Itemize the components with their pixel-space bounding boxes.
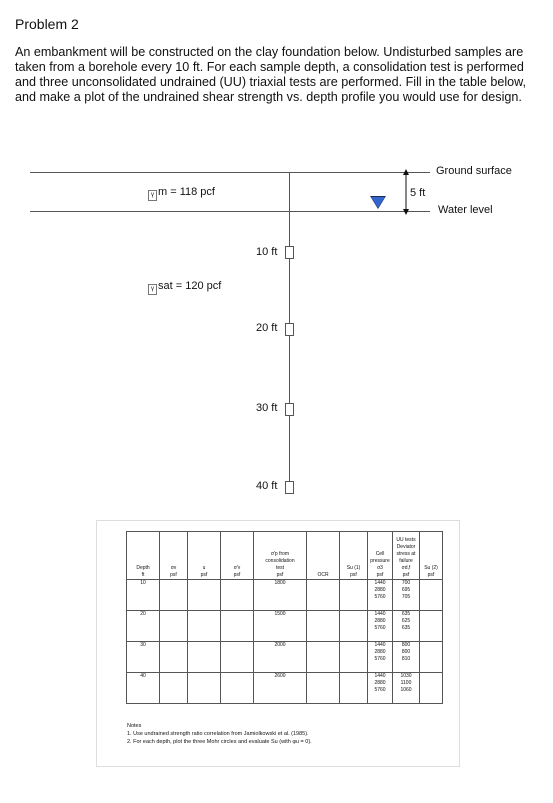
deviator-cell: 1030 1100 1060 [393,673,420,704]
depth-cell: 30 [127,642,160,673]
header-sigma-v-eff: σ'v psf [221,532,254,580]
data-table [126,531,443,704]
depth-cell: 40 [127,673,160,704]
sigma-p-cell: 1500 [254,611,307,642]
header-deviator-stress: UU tests Deviator stress at failure σd,f psf [393,532,420,580]
gamma-symbol-icon: γ [148,190,157,201]
sigma-p-cell: 2600 [254,673,307,704]
sample-box [285,403,294,416]
gamma-m-label: γ m = 118 pcf [148,186,215,201]
problem-title: Problem 2 [15,16,79,32]
cell-pressure-cell: 1440 2880 5760 [368,673,393,704]
ground-surface-label: Ground surface [436,165,512,177]
header-sigma-v: σv psf [160,532,188,580]
depth-cell: 20 [127,611,160,642]
depth-label: 30 ft [256,402,278,414]
cell-pressure-cell: 1440 2880 5760 [368,580,393,611]
gamma-symbol-icon: γ [148,284,157,295]
depth-label: 10 ft [256,246,278,258]
water-depth-label: 5 ft [410,187,426,199]
notes-heading: Notes [127,723,142,729]
water-table-icon [371,197,385,208]
header-su-2: Su (2) psf [420,532,443,580]
sample-box [285,246,294,259]
cell-pressure-cell: 1440 2880 5760 [368,642,393,673]
deviator-cell: 700 695 705 [393,580,420,611]
table-row [127,642,443,673]
note-2: 2. For each depth, plot the three Mohr circles and evaluate Su (with φu = 0). [127,739,312,745]
depth-cell: 10 [127,580,160,611]
sample-box [285,481,294,494]
deviator-cell: 635 625 635 [393,611,420,642]
header-sigma-p: σ'p from consolidation test psf [254,532,307,580]
table-row [127,673,443,704]
sigma-p-cell: 2000 [254,642,307,673]
depth-label: 20 ft [256,322,278,334]
table-row [127,611,443,642]
depth-label: 40 ft [256,480,278,492]
sample-box [285,323,294,336]
cell-pressure-cell: 1440 2880 5760 [368,611,393,642]
header-ocr: OCR [307,532,340,580]
water-level-label: Water level [438,204,493,216]
header-su-1: Su (1) psf [340,532,368,580]
gamma-sat-label: γ sat = 120 pcf [148,280,221,295]
note-1: 1. Use undrained strength ratio correlation from Jamiolkowski et al. (1985). [127,731,309,737]
header-u: u psf [188,532,221,580]
water-level-line [30,211,430,212]
ground-surface-line [30,172,430,173]
table-row [127,580,443,611]
sigma-p-cell: 1800 [254,580,307,611]
header-cell-pressure: Cell pressure σ3 psf [368,532,393,580]
problem-statement: An embankment will be constructed on the clay foundation below. Undisturbed samples are taken from a borehole every 10 ft. For each sample depth, a consolidation test is performed and three unconsolidated undrained (UU) triaxial tests are performed. Fill in the table below, and make a plot of the undrained shear strength vs. depth profile you would use for design. [15,45,527,104]
deviator-cell: 800 800 810 [393,642,420,673]
header-depth: Depth ft [127,532,160,580]
